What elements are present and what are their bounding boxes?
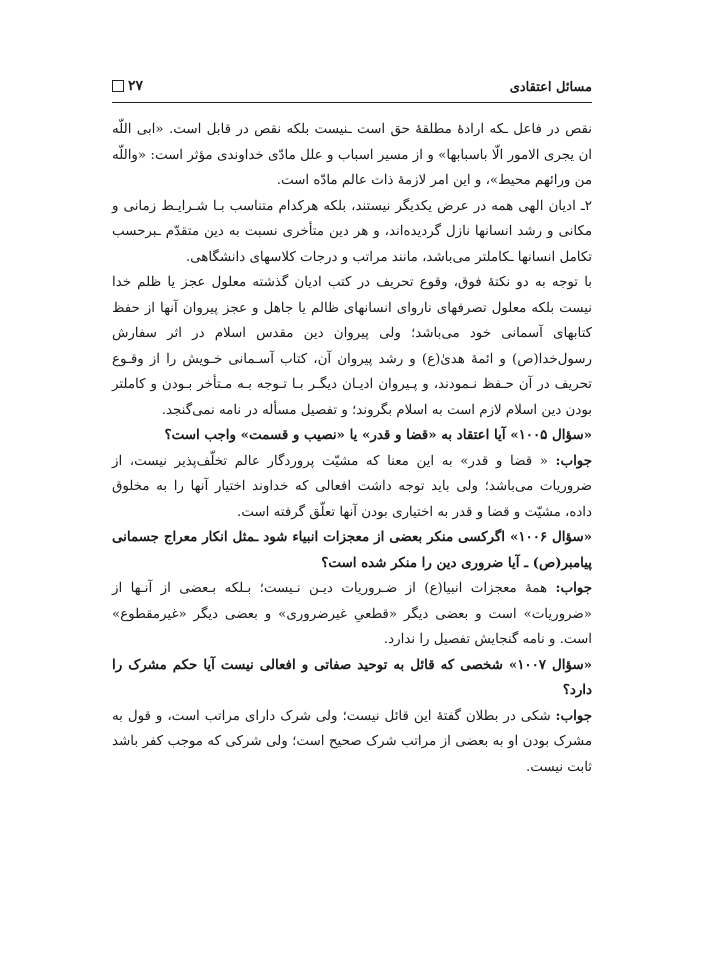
question-1007: «سؤال ۱۰۰۷» شخصی که قائل به توحید صفاتی و افعالی نیست آیا حکم مشرک را دارد؟ — [112, 656, 592, 698]
paragraph-2: ۲ـ ادیان الهی همه در عرض یکدیگر نیستند، بلکه هرکدام متناسب بـا شـرایـط زمانی و مکانی و رشد انسانها نازل گردیده‌اند، و هر دین متأخری نسبت به دین متقدّم ـبرحسب تکامل انسانها ـکاملتر می‌باشد، مانند مراتب و درجات کلاسهای دانشگاهی. — [112, 198, 592, 265]
page-number — [112, 78, 143, 94]
answer-label: جواب: — [555, 452, 592, 469]
answer-1005 — [112, 449, 592, 526]
page-body — [112, 117, 592, 780]
answer-1006-text: همهٔ معجزات انبیا(ع) از ضـروریات دیـن نـیست؛ بـلکه بـعضی از آنـها از «ضروریات» است و بعضی دیگر «قطعیِ غیرضروری» و بعضی دیگر «غیرمقطوع» است. و نامه گنجایش تفصیل را ندارد. — [112, 581, 592, 647]
answer-label: جواب: — [555, 580, 592, 596]
paragraph-3: با توجه به دو نکتهٔ فوق، وقوع تحریف در کتب ادیان گذشته معلول عجز یا ظلم خدا نیست بلکه معلول تصرفهای ناروای انسانهای ظالم یا جاهل و عجز پیروان آنها از حفظ کتابهای آسمانی خود می‌باشد؛ ولی پیروان دین مقدس اسلام در اثر سفارش رسول‌خدا(ص) و ائمهٔ هدیٰ(ع) و رشد پیروان آن، کتاب آسـمانی خـویش را از وقـوع تحریف در آن حـفظ نـمودند، و پـیروان ادیـان دیگـر بـا تـوجه بـه مـتأخر بـودن و کاملتر بودن دین اسلام لازم است به اسلام بگروند؛ و تفصیل مسأله در نامه نمی‌گنجد. — [112, 275, 592, 418]
answer-1007-text: شکی در بطلان گفتهٔ این قائل نیست؛ ولی شرک دارای مراتب است، و قول به مشرک بودن او به بعضی از مراتب شرک صحیح است؛ ولی شرکی که موجب کفر باشد ثابت نیست. — [112, 708, 592, 775]
answer-1007 — [112, 704, 592, 781]
question-1006: «سؤال ۱۰۰۶» اگرکسی منکر بعضی از معجزات انبیاء شود ـمثل انکار معراج جسمانی پیامبر(ص) ـ آیا ضروری دین را منکر شده است؟ — [112, 529, 593, 571]
page-number-text: ۲۷ — [128, 78, 144, 94]
question-1005: «سؤال ۱۰۰۵» آیا اعتقاد به «قضا و قدر» یا «نصیب و قسمت» واجب است؟ — [164, 427, 592, 443]
paragraph-1: نقص در فاعل ـکه ارادهٔ مطلقهٔ حق است ـنیست بلکه نقص در قابل است. «ابی اللّه ان یجری الامور الّا باسبابها» و از مسیر اسباب و علل مادّی خداوندی مؤثر است: «واللّه من ورائهم محیط»، و این امر لازمهٔ ذات عالم مادّه است. — [112, 122, 592, 188]
running-title: مسائل اعتقادی — [509, 80, 592, 95]
square-icon — [112, 80, 124, 92]
page-header — [112, 76, 592, 103]
answer-1005-text: « قضا و قدر» به این معنا که مشیّت پروردگار عالم تخلّف‌پذیر نیست، از ضروریات می‌باشد؛ ولی باید توجه داشت افعالی که خداوند اختیار آنها را به مخلوق داده، مشیّت و قضا و قدر به اختیاری بودن آنها تعلّق گرفته است. — [112, 453, 592, 520]
answer-1006 — [112, 576, 592, 653]
answer-label: جواب: — [555, 707, 592, 724]
